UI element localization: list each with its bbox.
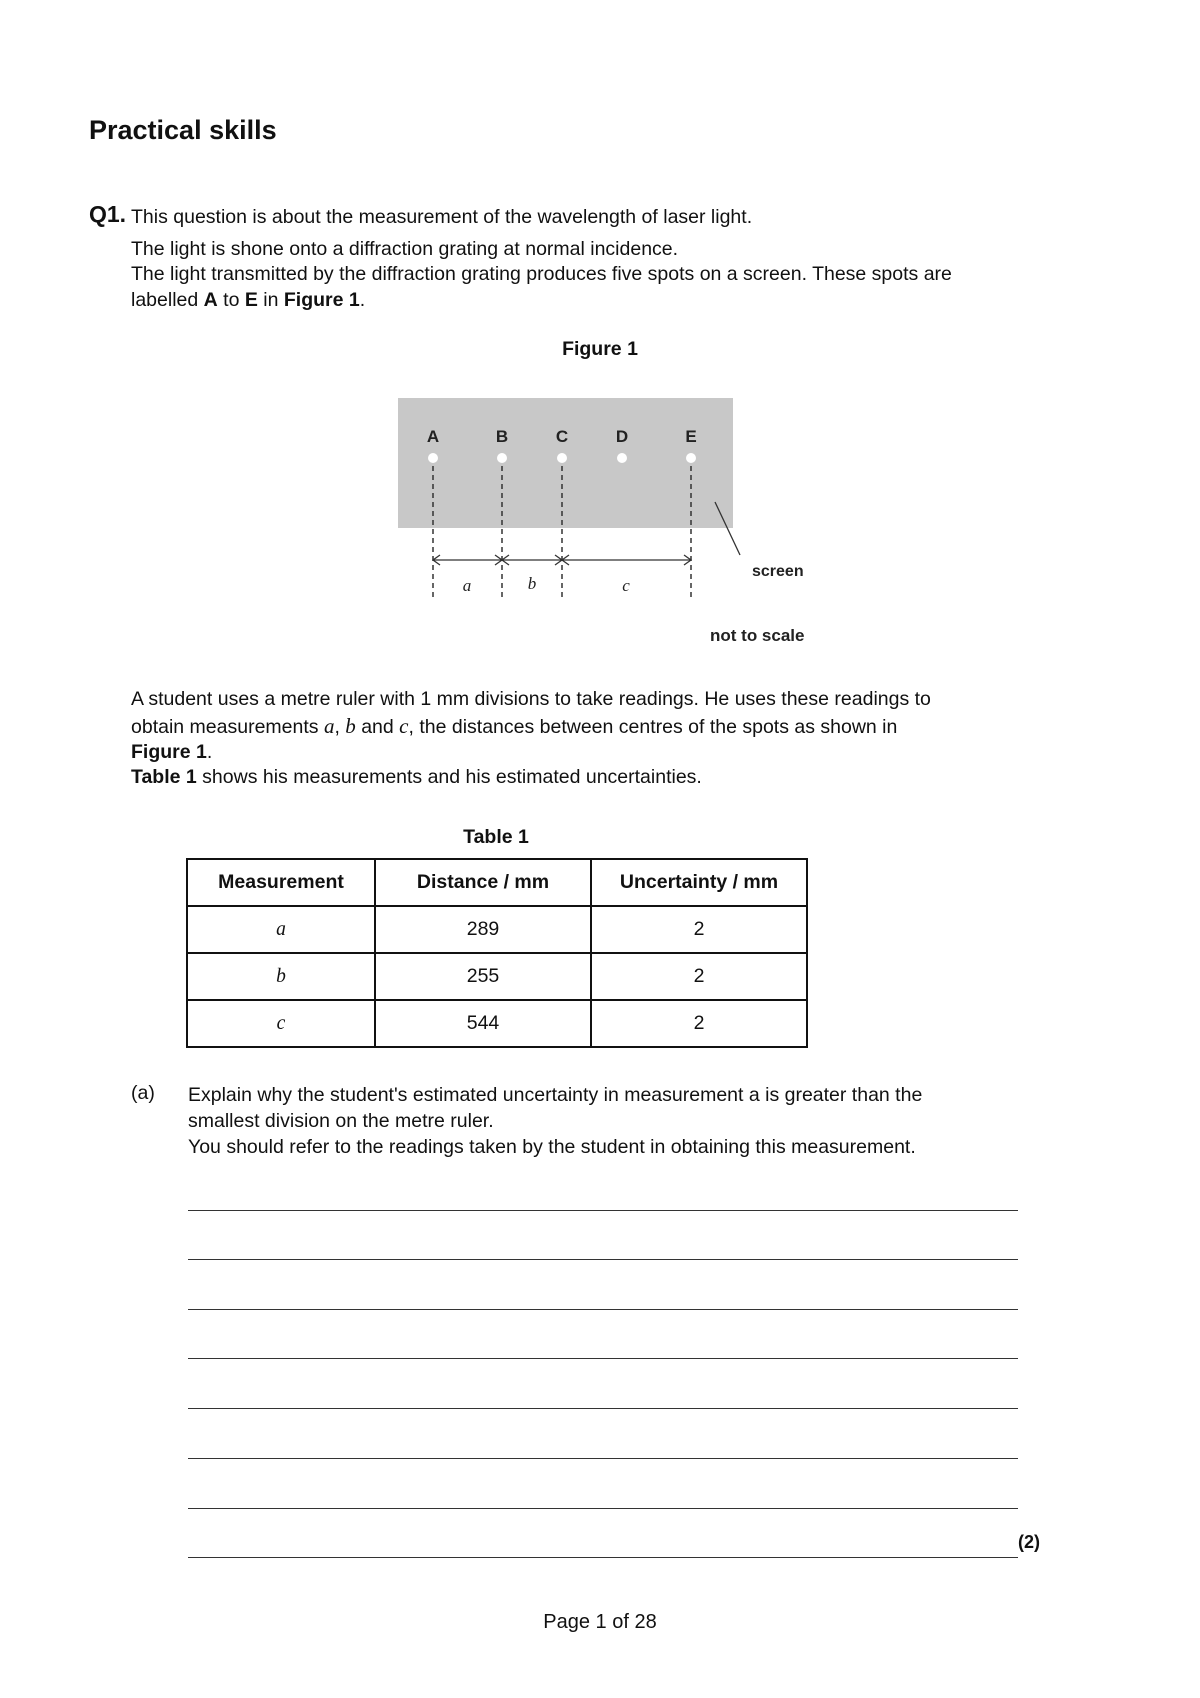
table-title: Table 1 — [463, 826, 529, 848]
cell-measurement: a — [187, 906, 375, 953]
answer-line[interactable] — [188, 1458, 1018, 1459]
spot-label-a: A — [426, 427, 440, 446]
table-header-row — [187, 859, 807, 906]
cell-distance: 255 — [375, 953, 591, 1000]
spot-c — [557, 453, 567, 463]
cell-uncertainty: 2 — [591, 906, 807, 953]
header-measurement: Measurement — [187, 859, 375, 906]
answer-line[interactable] — [188, 1408, 1018, 1409]
answer-line[interactable] — [188, 1259, 1018, 1260]
cell-uncertainty: 2 — [591, 1000, 807, 1047]
figure-title: Figure 1 — [562, 338, 638, 360]
header-uncertainty: Uncertainty / mm — [591, 859, 807, 906]
cell-distance: 544 — [375, 1000, 591, 1047]
scale-note: not to scale — [710, 626, 805, 645]
distance-label-a: a — [462, 576, 472, 595]
table-row — [187, 953, 807, 1000]
cell-measurement: b — [187, 953, 375, 1000]
question-number: Q1. — [89, 201, 127, 227]
paragraph-2-line-3: Figure 1. — [131, 741, 213, 763]
answer-line[interactable] — [188, 1358, 1018, 1359]
answer-line[interactable] — [188, 1309, 1018, 1310]
cell-measurement: c — [187, 1000, 375, 1047]
cell-distance: 289 — [375, 906, 591, 953]
part-a-label: (a) — [131, 1082, 155, 1104]
spot-e — [686, 453, 696, 463]
diffraction-figure — [390, 390, 830, 660]
answer-line[interactable] — [188, 1557, 1018, 1558]
page-footer: Page 1 of 28 — [543, 1611, 657, 1633]
distance-label-c: c — [622, 576, 630, 595]
question-intro: This question is about the measurement of the wavelength of laser light. — [131, 206, 753, 228]
page-title: Practical skills — [89, 115, 277, 145]
table-row — [187, 1000, 807, 1047]
measurements-table — [186, 858, 808, 1048]
table-row — [187, 906, 807, 953]
answer-line[interactable] — [188, 1210, 1018, 1211]
screen-rect — [398, 398, 733, 528]
spot-label-c: C — [555, 427, 569, 446]
screen-label: screen — [752, 563, 804, 580]
paragraph-2-line-2: obtain measurements a, b and c, the distances between centres of the spots as shown in — [131, 714, 898, 738]
spot-b — [497, 453, 507, 463]
question-line-3: The light transmitted by the diffraction grating produces five spots on a screen. These spots are — [131, 263, 952, 285]
part-a-question — [188, 1082, 1048, 1160]
part-a-line-1: Explain why the student's estimated uncertainty in measurement a is greater than the — [188, 1084, 923, 1106]
spot-d — [617, 453, 627, 463]
spot-a — [428, 453, 438, 463]
spot-label-d: D — [615, 427, 629, 446]
paragraph-2-line-1: A student uses a metre ruler with 1 mm divisions to take readings. He uses these readings to — [131, 688, 931, 710]
spot-label-e: E — [685, 427, 697, 446]
marks-label: (2) — [1018, 1532, 1040, 1552]
part-a-line-2: smallest division on the metre ruler. — [188, 1110, 494, 1132]
part-a-line-3: You should refer to the readings taken by the student in obtaining this measurement. — [188, 1136, 916, 1158]
question-line-2: The light is shone onto a diffraction grating at normal incidence. — [131, 238, 679, 260]
cell-uncertainty: 2 — [591, 953, 807, 1000]
distance-label-b: b — [527, 574, 537, 593]
question-line-4: labelled A to E in Figure 1. — [131, 289, 366, 311]
paragraph-2-line-4: Table 1 shows his measurements and his estimated uncertainties. — [131, 766, 702, 788]
answer-line[interactable] — [188, 1508, 1018, 1509]
spot-label-b: B — [495, 427, 509, 446]
header-distance: Distance / mm — [375, 859, 591, 906]
